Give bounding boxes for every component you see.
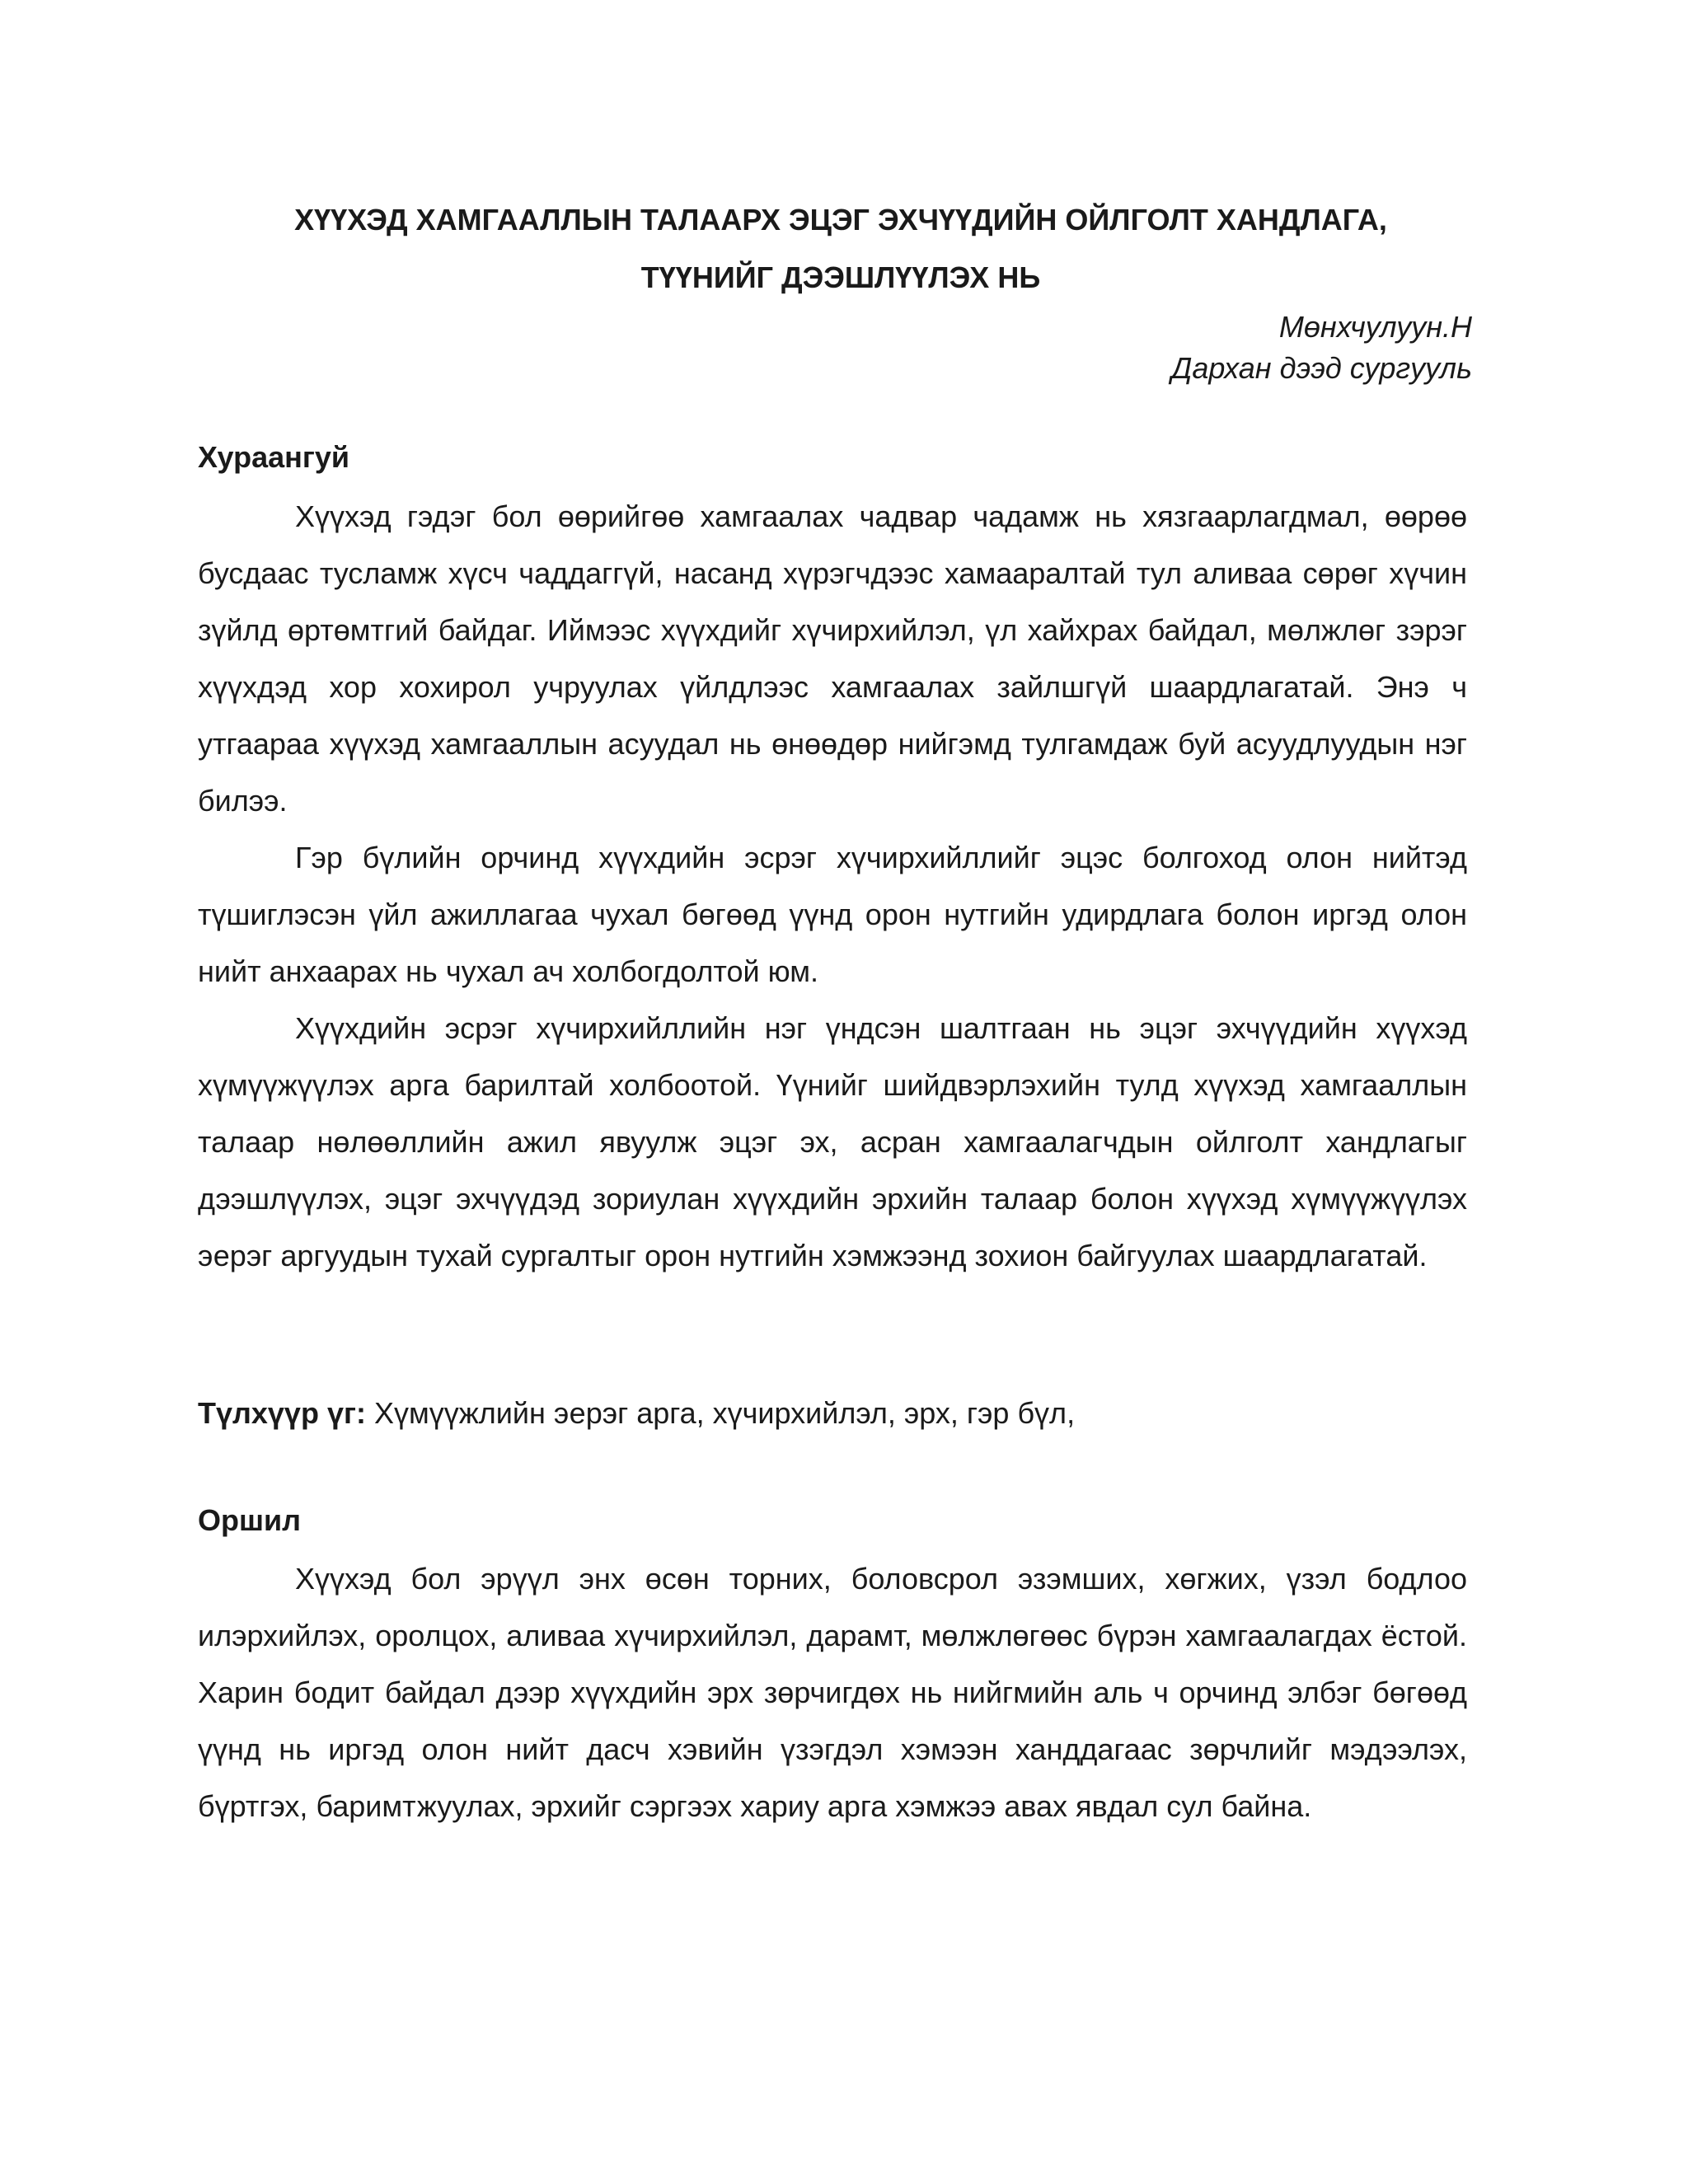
title-line-2: ТҮҮНИЙГ ДЭЭШЛҮҮЛЭХ НЬ <box>640 260 1041 294</box>
paper-title <box>198 191 1484 307</box>
author-block <box>1171 307 1472 389</box>
abstract-paragraph-1: Хүүхэд гэдэг бол өөрийгөө хамгаалах чадвар чадамж нь хязгаарлагдмал, өөрөө бусдаас тусламж хүсч чаддаггүй, насанд хүрэгчдээс хамааралтай тул аливаа сөрөг хүчин зүйлд өртөмтгий байдаг. Иймээс хүүхдийг хүчирхийлэл, үл хайхрах байдал, мөлжлөг зэрэг хүүхдэд хор хохирол учруулах үйлдлээс хамгаалах зайлшгүй шаардлагатай. Энэ ч утгаараа хүүхэд хамгааллын асуудал нь өнөөдөр нийгэмд тулгамдаж буй асуудлуудын нэг билээ. <box>198 499 1467 818</box>
introduction-paragraph-1: Хүүхэд бол эрүүл энх өсөн торних, боловсрол эзэмших, хөгжих, үзэл бодлоо илэрхийлэх, оролцох, аливаа хүчирхийлэл, дарамт, мөлжлөгөөс бүрэн хамгаалагдах ёстой. Харин бодит байдал дээр хүүхдийн эрх зөрчигдөх нь нийгмийн аль ч орчинд элбэг бөгөөд үүнд нь иргэд олон нийт дасч хэвийн үзэгдэл хэмээн ханддагаас зөрчлийг мэдээлэх, бүртгэх, баримтжуулах, эрхийг сэргээх хариу арга хэмжээ авах явдал сул байна. <box>198 1562 1467 1823</box>
introduction-heading: Оршил <box>198 1503 301 1537</box>
abstract-paragraph-2: Гэр бүлийн орчинд хүүхдийн эсрэг хүчирхийллийг эцэс болгоход олон нийтэд түшиглэсэн үйл ажиллагаа чухал бөгөөд үүнд орон нутгийн удирдлага болон иргэд олон нийт анхаарах нь чухал ач холбогдолтой юм. <box>198 841 1467 988</box>
abstract-body <box>198 488 1467 1284</box>
author-affiliation: Дархан дээд сургууль <box>1170 351 1472 385</box>
keywords-label: Түлхүүр үг: <box>198 1396 366 1430</box>
title-line-1: ХҮҮХЭД ХАМГААЛЛЫН ТАЛААРХ ЭЦЭГ ЭХЧҮҮДИЙН ОЙЛГОЛТ ХАНДЛАГА, <box>294 203 1387 237</box>
abstract-paragraph-3: Хүүхдийн эсрэг хүчирхийллийн нэг үндсэн шалтгаан нь эцэг эхчүүдийн хүүхэд хүмүүжүүлэх арга барилтай холбоотой. Үүнийг шийдвэрлэхийн тулд хүүхэд хамгааллын талаар нөлөөллийн ажил явуулж эцэг эх, асран хамгаалагчдын ойлголт хандлагыг дээшлүүлэх, эцэг эхчүүдэд зориулан хүүхдийн эрхийн талаар болон хүүхэд хүмүүжүүлэх эерэг аргуудын тухай сургалтыг орон нутгийн хэмжээнд зохион байгуулах шаардлагатай. <box>198 1011 1467 1272</box>
author-name: Мөнхчулуун.Н <box>1278 310 1472 344</box>
abstract-heading: Хураангуй <box>198 440 350 474</box>
introduction-body <box>198 1550 1467 1835</box>
keywords-text: Хүмүүжлийн эерэг арга, хүчирхийлэл, эрх, гэр бүл, <box>365 1396 1076 1430</box>
keywords-line <box>198 1393 1075 1434</box>
